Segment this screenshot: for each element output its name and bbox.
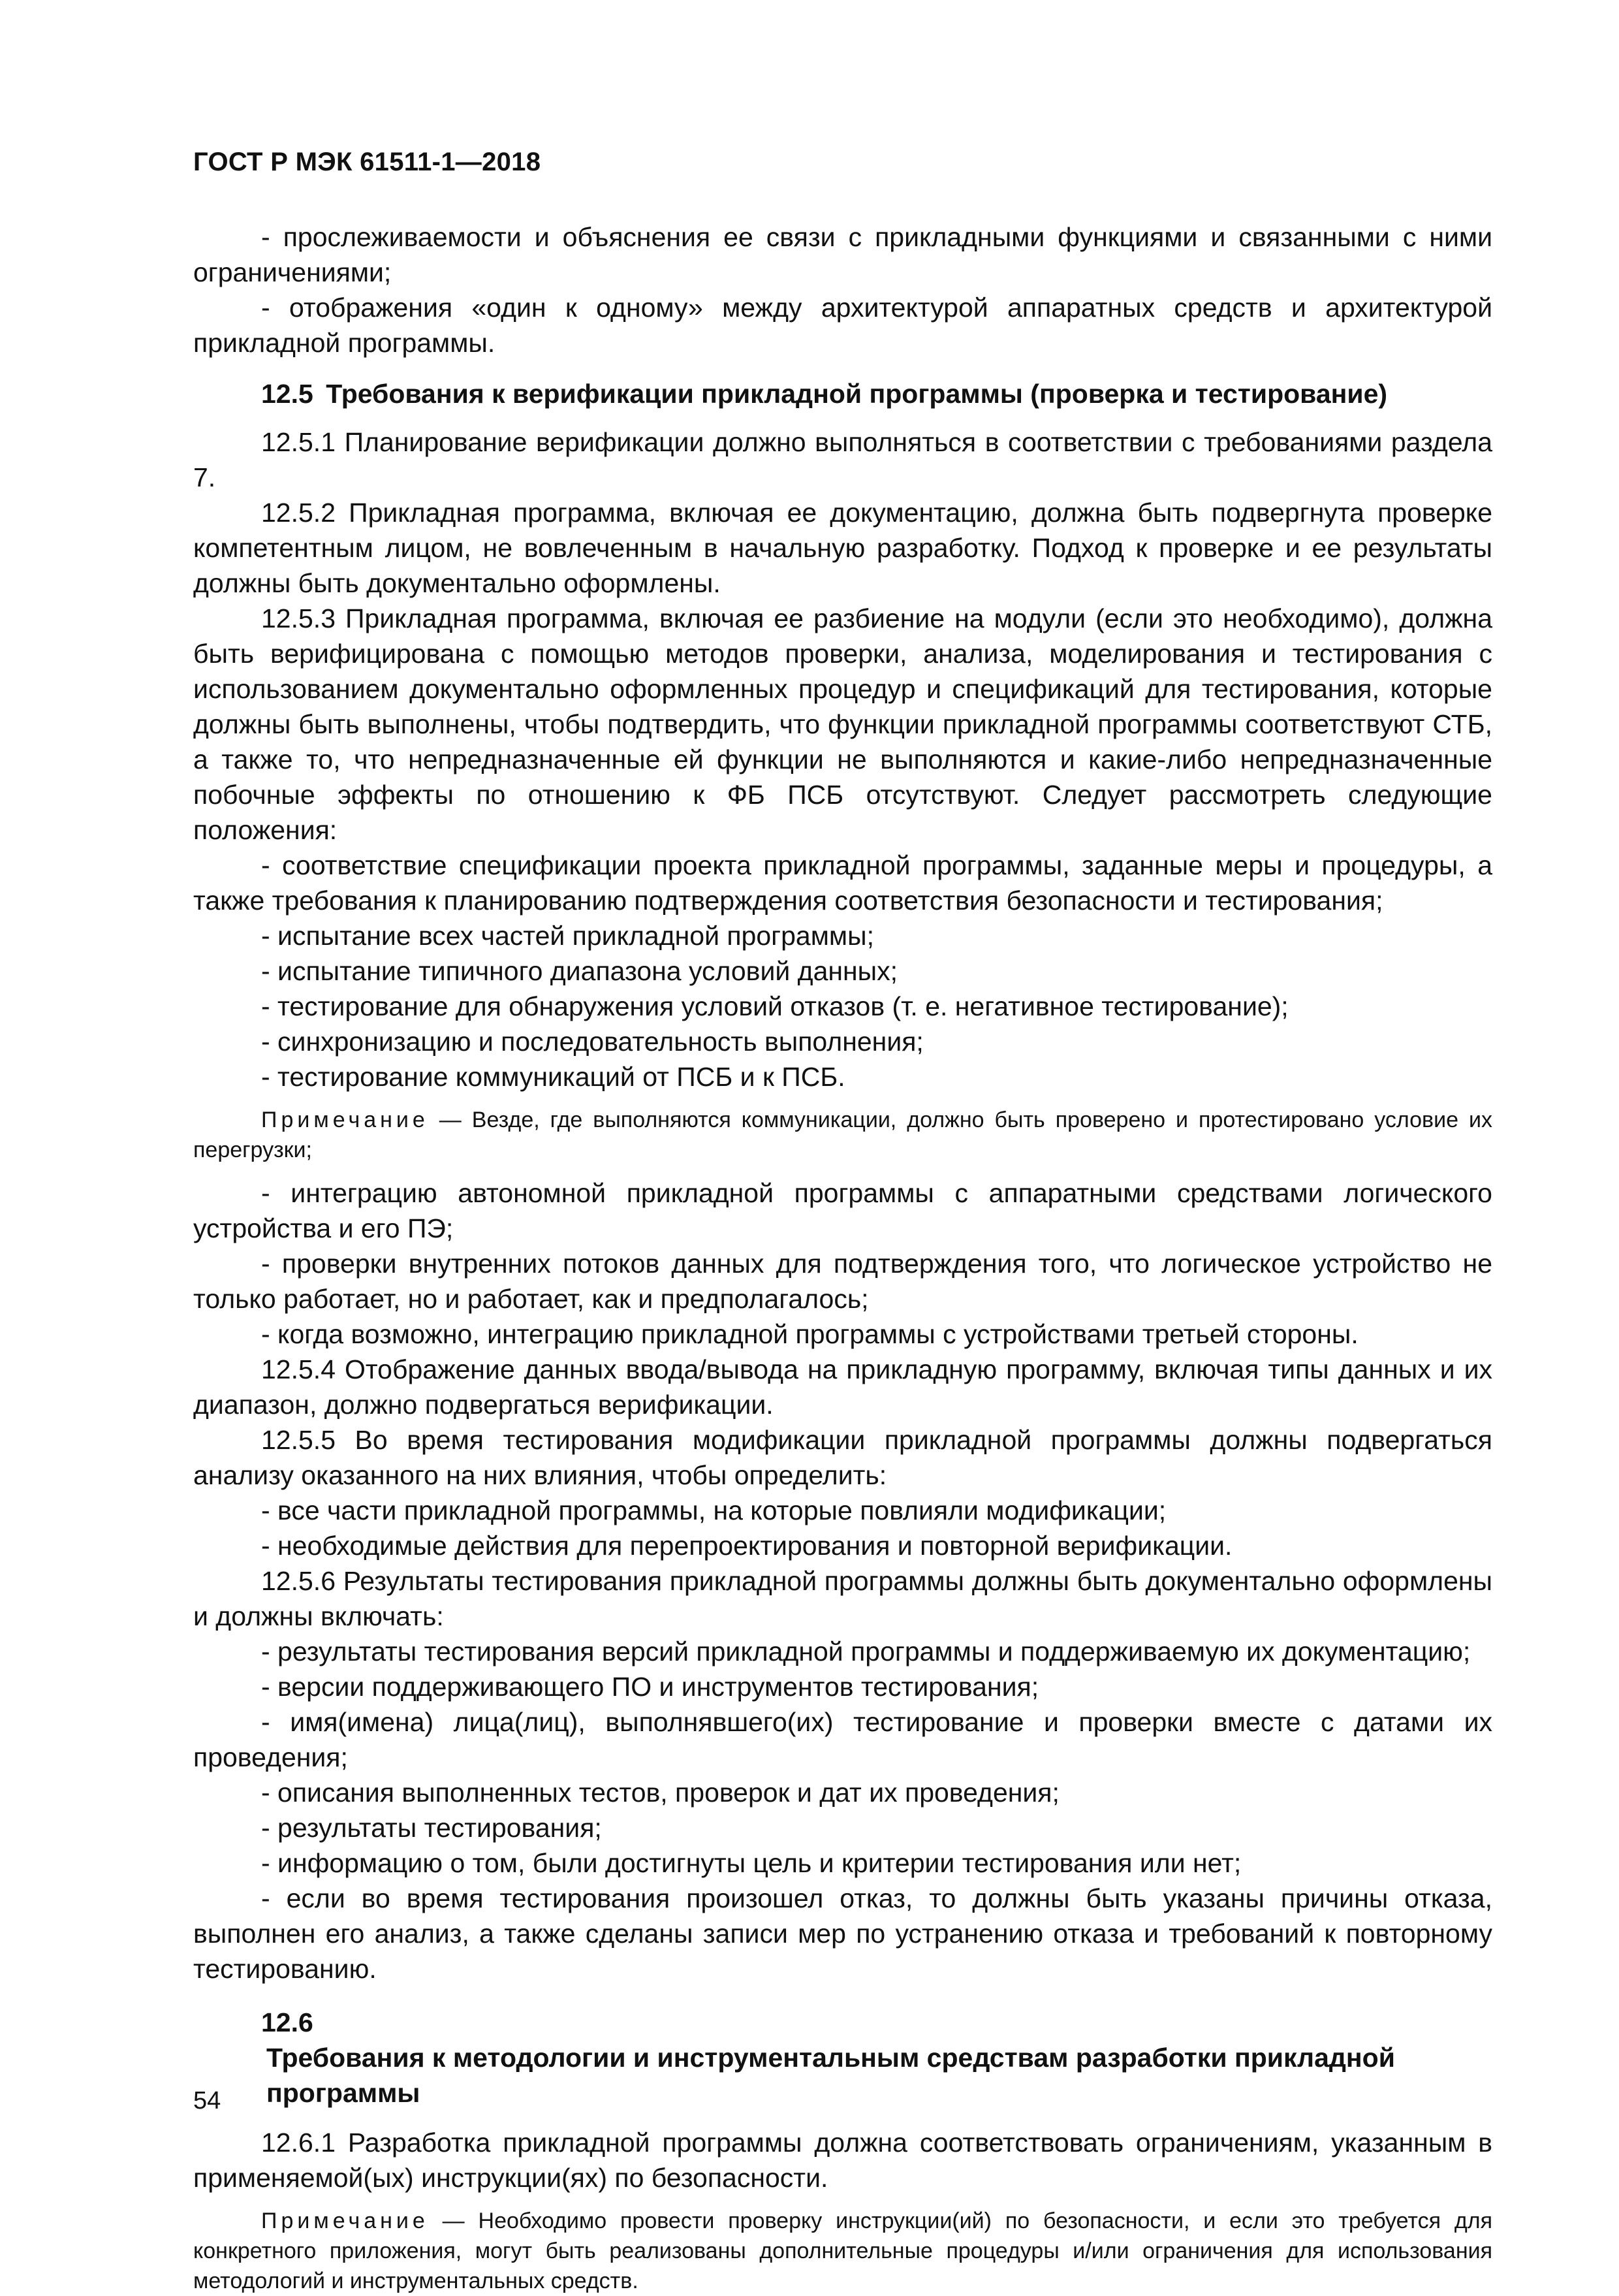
section-title: Требования к методологии и инструментальным средствам разработки прикладной программы <box>266 2043 1395 2108</box>
note-label: Примечание <box>261 2208 429 2233</box>
list-item: - испытание всех частей прикладной программы; <box>261 921 874 951</box>
list-item: - версии поддерживающего ПО и инструментов тестирования; <box>261 1672 1039 1702</box>
list-item: - результаты тестирования версий прикладной программы и поддерживаемую их документацию; <box>261 1636 1471 1666</box>
list-item: - тестирование коммуникаций от ПСБ и к ПСБ. <box>261 1062 845 1092</box>
list-item: - синхронизацию и последовательность выполнения; <box>261 1027 924 1057</box>
list-item: - прослеживаемости и объяснения ее связи с прикладными функциями и связанными с ними ограничениями; <box>193 222 1492 287</box>
paragraph-12-5-6: 12.5.6 Результаты тестирования прикладной программы должны быть документально оформлены и должны включать: <box>193 1566 1492 1631</box>
section-number: 12.6 <box>261 2007 313 2037</box>
list-item: - все части прикладной программы, на которые повлияли модификации; <box>261 1495 1167 1525</box>
paragraph-12-5-2: 12.5.2 Прикладная программа, включая ее документацию, должна быть подвергнута проверке компетентным лицом, не вовлеченным в начальную разработку. Подход к проверке и ее результаты должны быть документально оформлены. <box>193 498 1492 598</box>
list-item: - отображения «один к одному» между архитектурой аппаратных средств и архитектурой прикладной программы. <box>193 293 1492 358</box>
list-item: - информацию о том, были достигнуты цель и критерии тестирования или нет; <box>261 1848 1242 1878</box>
paragraph-12-6-1: 12.6.1 Разработка прикладной программы должна соответствовать ограничениям, указанным в применяемой(ых) инструкции(ях) по безопасности. <box>193 2128 1492 2193</box>
list-item: - необходимые действия для перепроектирования и повторной верификации. <box>261 1531 1233 1561</box>
note-12-6-1 <box>193 2206 1492 2296</box>
section-heading-12-5 <box>193 376 1492 411</box>
list-item: - тестирование для обнаружения условий отказов (т. е. негативное тестирование); <box>261 991 1289 1021</box>
note-text: — Везде, где выполняются коммуникации, должно быть проверено и протестировано условие их перегрузки; <box>193 1108 1492 1162</box>
list-item: - когда возможно, интеграцию прикладной программы с устройствами третьей стороны. <box>261 1319 1359 1349</box>
section-heading-12-6 <box>193 2005 1492 2111</box>
list-item: - испытание типичного диапазона условий данных; <box>261 956 898 986</box>
note-label: Примечание <box>261 1108 429 1132</box>
page-number: 54 <box>193 2087 221 2114</box>
list-item: - результаты тестирования; <box>261 1813 602 1843</box>
section-number: 12.5 <box>261 379 313 409</box>
list-item: - соответствие спецификации проекта прикладной программы, заданные меры и процедуры, а также требования к планированию подтверждения соответствия безопасности и тестирования; <box>193 850 1492 916</box>
section-title: Требования к верификации прикладной программы (проверка и тестирование) <box>326 379 1388 409</box>
list-item: - описания выполненных тестов, проверок и дат их проведения; <box>261 1778 1060 1808</box>
paragraph-12-5-1: 12.5.1 Планирование верификации должно выполняться в соответствии с требованиями раздела 7. <box>193 427 1492 492</box>
paragraph-12-5-4: 12.5.4 Отображение данных ввода/вывода на прикладную программу, включая типы данных и их диапазон, должно подвергаться верификации. <box>193 1354 1492 1420</box>
paragraph-12-5-3: 12.5.3 Прикладная программа, включая ее разбиение на модули (если это необходимо), должна быть верифицирована с помощью методов проверки, анализа, моделирования и тестирования с использованием документально оформленных процедур и спецификаций для тестирования, которые должны быть выполнены, чтобы подтвердить, что функции прикладной программы соответствуют СТБ, а также то, что непредназначенные ей функции не выполняются и какие-либо непредназначенные побочные эффекты по отношению к ФБ ПСБ отсутствуют. Следует рассмотреть следующие положения: <box>193 603 1492 845</box>
paragraph-12-5-5: 12.5.5 Во время тестирования модификации прикладной программы должны подвергаться анализу оказанного на них влияния, чтобы определить: <box>193 1425 1492 1490</box>
list-item: - проверки внутренних потоков данных для подтверждения того, что логическое устройство не только работает, но и работает, как и предполагалось; <box>193 1249 1492 1314</box>
document-header: ГОСТ Р МЭК 61511-1—2018 <box>193 148 541 176</box>
list-item: - если во время тестирования произошел отказ, то должны быть указаны причины отказа, выполнен его анализ, а также сделаны записи мер по устранению отказа и требований к повторному тестированию. <box>193 1883 1492 1984</box>
note-text: — Необходимо провести проверку инструкции(ий) по безопасности, и если это требуется для конкретного приложения, могут быть реализованы дополнительные процедуры и/или ограничения для использования методологий и инструментальных средств. <box>193 2208 1492 2293</box>
list-item: - интеграцию автономной прикладной программы с аппаратными средствами логического устройства и его ПЭ; <box>193 1178 1492 1243</box>
note-12-5-3 <box>193 1105 1492 1165</box>
list-item: - имя(имена) лица(лиц), выполнявшего(их) тестирование и проверки вместе с датами их проведения; <box>193 1707 1492 1772</box>
page-content <box>193 219 1492 2296</box>
